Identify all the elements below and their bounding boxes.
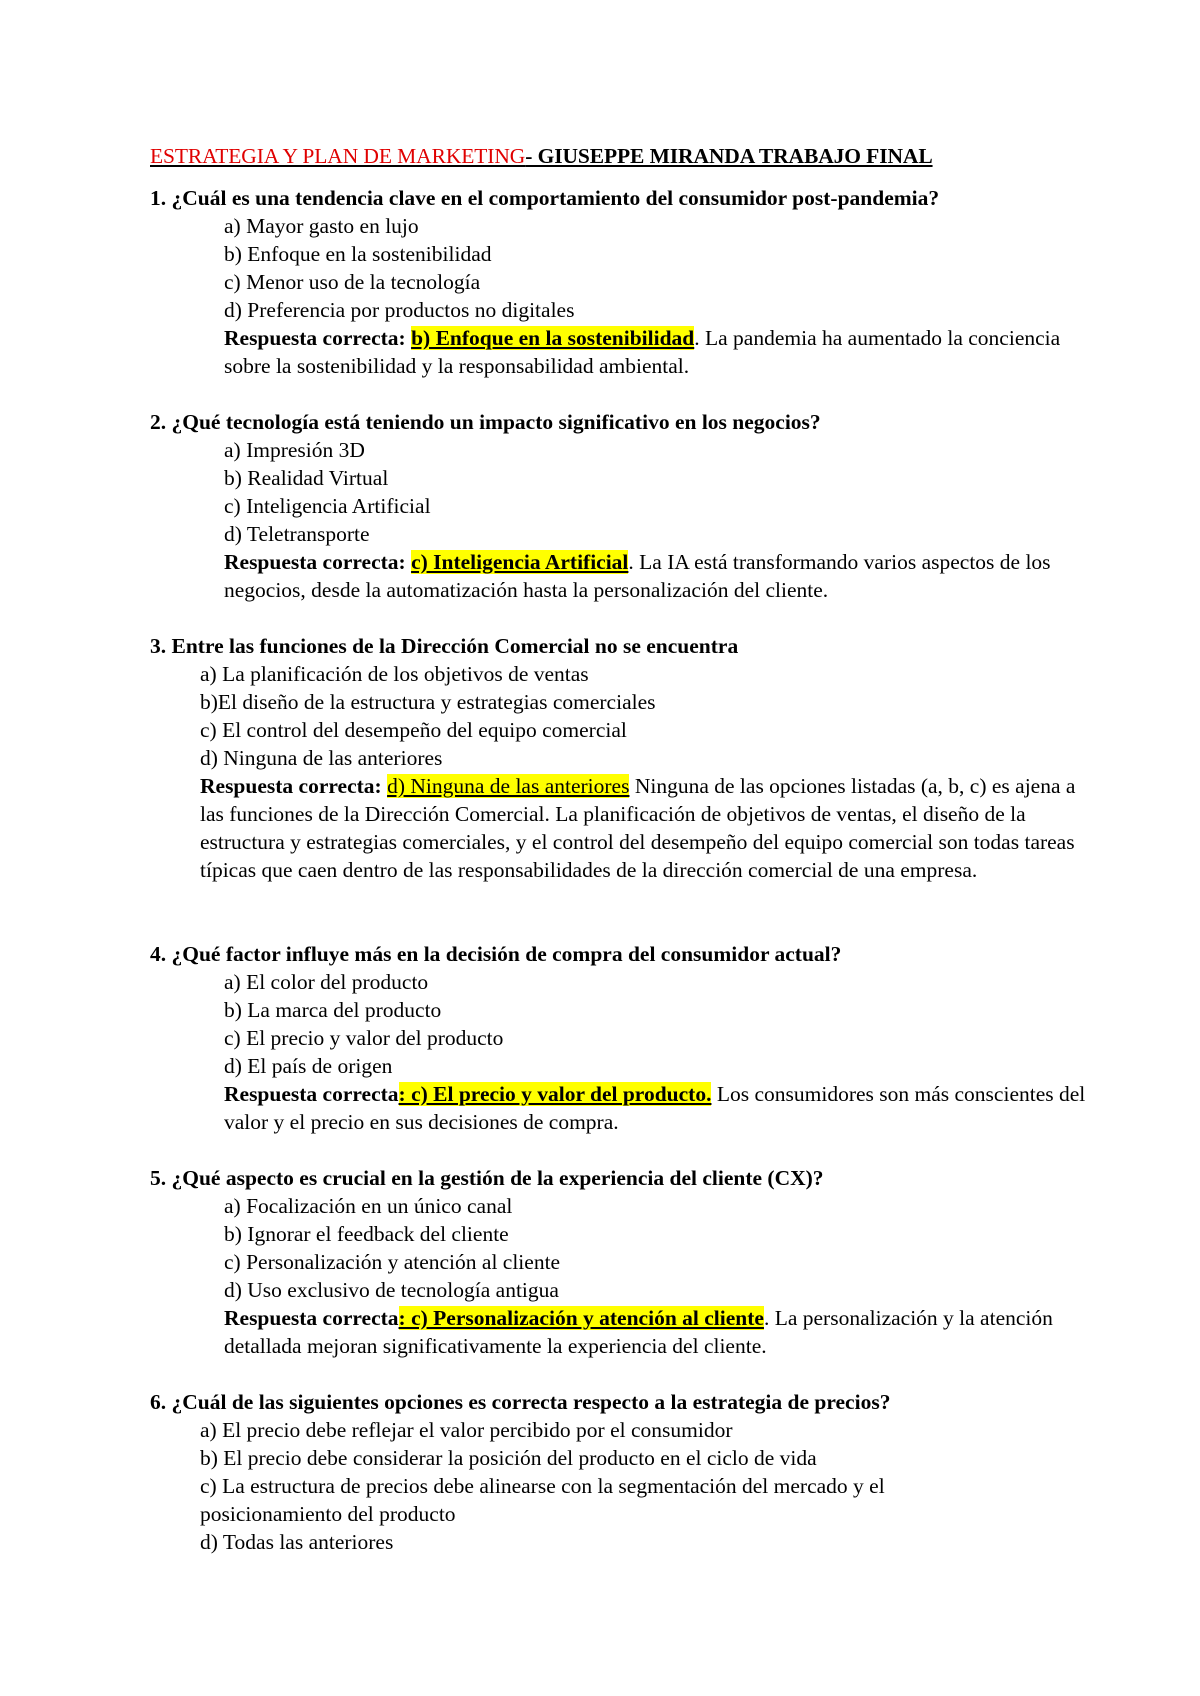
option-a: a) Impresión 3D [224,438,365,462]
question-heading: 5. ¿Qué aspecto es crucial en la gestión de la experiencia del cliente (CX)? [150,1166,824,1190]
option-c: c) El control del desempeño del equipo comercial [200,718,627,742]
answer [224,1080,1094,1136]
option-a: a) El color del producto [224,970,429,994]
document-title [150,144,933,169]
option-c: c) Inteligencia Artificial [224,494,431,518]
option-d: d) El país de origen [224,1054,393,1078]
option-d: d) Teletransporte [224,522,370,546]
question-4 [150,940,1094,1136]
answer [224,548,1094,604]
question-5 [150,1164,1094,1360]
option-b: b) Realidad Virtual [224,466,389,490]
answer-label: Respuesta correcta: [224,326,406,350]
answer-explanation: Los consumidores son más conscientes del valor y el precio en sus decisiones de compra. [224,1082,1086,1134]
question-6 [150,1388,890,1556]
answer [200,772,1080,884]
answer-explanation: . La pandemia ha aumentado la conciencia sobre la sostenibilidad y la responsabilidad ambiental. [224,326,1061,378]
answer-explanation: Ninguna de las opciones listadas (a, b, c) es ajena a las funciones de la Dirección Comercial. La planificación de objetivos de ventas, el diseño de la estructura y estrategias comerciales, y el control del desempeño del equipo comercial son todas tareas típicas que caen dentro de las responsabilidades de la dirección comercial de una empresa. [200,774,1076,882]
question-1 [150,184,1094,380]
option-b: b) Enfoque en la sostenibilidad [224,242,492,266]
option-d: d) Ninguna de las anteriores [200,746,443,770]
option-c: c) Personalización y atención al cliente [224,1250,561,1274]
title-author: - GIUSEPPE MIRANDA TRABAJO FINAL [525,144,933,168]
question-2 [150,408,1094,604]
option-d: d) Preferencia por productos no digitales [224,298,575,322]
question-heading: 1. ¿Cuál es una tendencia clave en el comportamiento del consumidor post-pandemia? [150,186,940,210]
answer-explanation: . La personalización y la atención detallada mejoran significativamente la experiencia del cliente. [224,1306,1053,1358]
answer-explanation: . La IA está transformando varios aspectos de los negocios, desde la automatización hasta la personalización del cliente. [224,550,1051,602]
option-a: a) El precio debe reflejar el valor percibido por el consumidor [200,1418,733,1442]
option-b: b)El diseño de la estructura y estrategias comerciales [200,690,656,714]
answer-label: Respuesta correcta: [200,774,382,798]
option-a: a) Mayor gasto en lujo [224,214,419,238]
option-d: d) Todas las anteriores [200,1530,394,1554]
question-heading: 3. Entre las funciones de la Dirección Comercial no se encuentra [150,634,739,658]
option-a: a) La planificación de los objetivos de ventas [200,662,589,686]
option-b: b) El precio debe considerar la posición del producto en el ciclo de vida [200,1446,817,1470]
answer-highlight: : c) El precio y valor del producto. [398,1082,712,1106]
answer-highlight: : c) Personalización y atención al cliente [398,1306,764,1330]
option-a: a) Focalización en un único canal [224,1194,513,1218]
answer [224,324,1094,380]
answer-label: Respuesta correcta: [224,550,406,574]
title-course: ESTRATEGIA Y PLAN DE MARKETING [150,144,526,168]
answer-highlight: b) Enfoque en la sostenibilidad [411,326,695,350]
answer-highlight: d) Ninguna de las anteriores [387,774,630,798]
answer-label: Respuesta correcta [224,1306,399,1330]
option-c: c) El precio y valor del producto [224,1026,504,1050]
answer-label: Respuesta correcta [224,1082,399,1106]
option-d: d) Uso exclusivo de tecnología antigua [224,1278,559,1302]
question-heading: 4. ¿Qué factor influye más en la decisión de compra del consumidor actual? [150,942,842,966]
option-c: c) Menor uso de la tecnología [224,270,481,294]
option-b: b) Ignorar el feedback del cliente [224,1222,509,1246]
option-c-continued: posicionamiento del producto [200,1502,456,1526]
question-heading: 2. ¿Qué tecnología está teniendo un impacto significativo en los negocios? [150,410,821,434]
question-heading: 6. ¿Cuál de las siguientes opciones es correcta respecto a la estrategia de precios? [150,1390,891,1414]
question-3 [150,632,1080,884]
answer [224,1304,1094,1360]
option-c: c) La estructura de precios debe alinearse con la segmentación del mercado y el [200,1474,885,1498]
answer-highlight: c) Inteligencia Artificial [411,550,629,574]
option-b: b) La marca del producto [224,998,442,1022]
